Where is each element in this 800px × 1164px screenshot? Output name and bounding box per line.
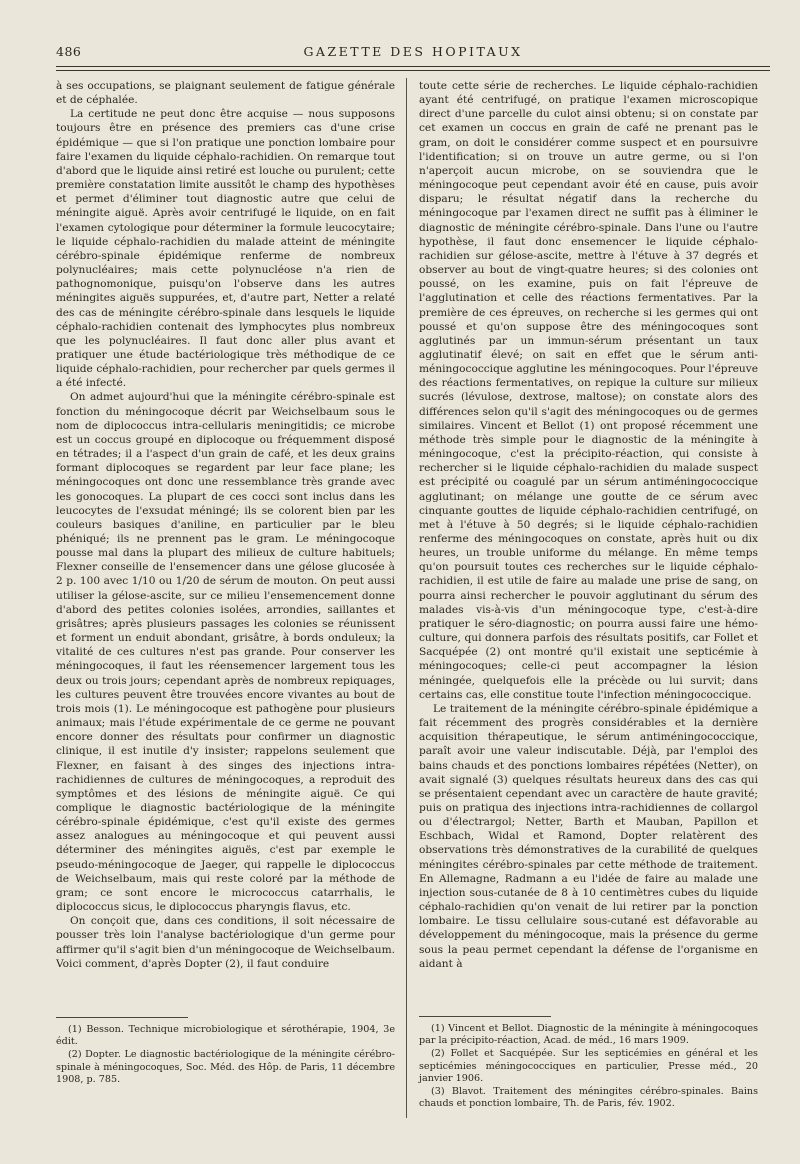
footnote: (1) Vincent et Bellot. Diagnostic de la méningite à méningocoques par la précipito-réaction, Acad. de méd., 16 mars 1909. xyxy=(419,1023,758,1047)
right-paragraph: toute cette série de recherches. Le liquide céphalo-rachidien ayant été centrifugé, on pratique l'examen microscopique direct d'une parcelle du culot ainsi obtenu; si on constate par cet examen un coccus en grain de café ne prenant pas le gram, on doit le considérer comme suspect et en poursuivre l'identification; si on trouve un autre germe, ou si l'on n'aperçoit aucun microbe, on se souviendra que le méningocoque peut cependant avoir été en cause, puis avoir disparu; le résultat négatif dans la recherche du méningocoque par l'examen direct ne suffit pas à éliminer le diagnostic de méningite cérébro-spinale. Dans l'une ou l'autre hypothèse, il faut donc ensemencer le liquide céphalo-rachidien sur gélose-ascite, mettre à l'étuve à 37 degrés et observer au bout de vingt-quatre heures; si des colonies ont poussé, on les examine, puis on fait l'épreuve de l'agglutination et celle des réactions fermentatives. Par la première de ces épreuves, on recherche si les germes qui ont poussé et qu'on suppose être des méningocoques sont agglutinés par un immun-sérum présentant un taux agglutinatif élevé; on sait en effet que le sérum anti-méningococcique agglutine les méningocoques. Pour l'épreuve des réactions fermentatives, on repique la culture sur milieux sucrés (lévulose, dextrose, maltose); on constate alors des différences selon qu'il s'agit des méningocoques ou de germes similaires. Vincent et Bellot (1) ont proposé récemment une méthode très simple pour le diagnostic de la méningite à méningocoque, c'est la précipito-réaction, qui consiste à rechercher si le liquide céphalo-rachidien du malade suspect est précipité ou coagulé par un sérum antiméningococcique agglutinant; on mélange une goutte de ce sérum avec cinquante gouttes de liquide céphalo-rachidien centrifugé, on met à l'étuve à 50 degrés; si le liquide céphalo-rachidien renferme des méningocoques on constate, après huit ou dix heures, un trouble uniforme du mélange. En même temps qu'on poursuit toutes ces recherches sur le liquide céphalo-rachidien, il est utile de faire au malade une prise de sang, on pourra ainsi rechercher le pouvoir agglutinant du sérum des malades vis-à-vis d'un méningocoque type, c'est-à-dire pratiquer le séro-diagnostic; on pourra aussi faire une hémo-culture, qui donnera parfois des résultats positifs, car Follet et Sacquépée (2) ont montré qu'il existait une septicémie à méningocoques; celle-ci peut accompagner la lésion méningée, quelquefois elle la précède ou lui survit; dans certains cas, elle constitue toute l'infection méningococcique. xyxy=(419,80,758,701)
footnote: (2) Dopter. Le diagnostic bactériologique de la méningite cérébro-spinale à méningocoques, Soc. Méd. des Hôp. de Paris, 11 décembre 1908, p. 785. xyxy=(56,1049,395,1085)
page-number: 486 xyxy=(56,44,82,59)
header-double-rule xyxy=(56,66,770,71)
left-paragraph: à ses occupations, se plaignant seulement de fatigue générale et de céphalée. xyxy=(56,80,395,107)
footnote: (3) Blavot. Traitement des méningites cérébro-spinales. Bains chauds et ponction lombaire, Th. de Paris, fév. 1902. xyxy=(419,1086,758,1110)
page-header xyxy=(56,44,770,66)
right-footnote-rule xyxy=(419,1016,551,1017)
left-footnotes xyxy=(56,1024,395,1087)
left-column xyxy=(56,79,395,971)
left-paragraph: On conçoit que, dans ces conditions, il soit nécessaire de pousser très loin l'analyse bactériologique d'un germe pour affirmer qu'il s'agit bien d'un méningocoque de Weichselbaum. Voici comment, d'après Dopter (2), il faut conduire xyxy=(56,915,395,970)
left-paragraph: La certitude ne peut donc être acquise — nous supposons toujours être en présence des premiers cas d'une crise épidémique — que si l'on pratique une ponction lombaire pour faire l'examen du liquide céphalo-rachidien. On remarque tout d'abord que le liquide ainsi retiré est louche ou purulent; cette première constatation limite aussitôt le champ des hypothèses et permet d'éliminer tout diagnostic autre que celui de méningite aiguë. Après avoir centrifugé le liquide, on en fait l'examen cytologique pour déterminer la formule leucocytaire; le liquide céphalo-rachidien du malade atteint de méningite cérébro-spinale épidémique renferme de nombreux polynucléaires; mais cette polynucléose n'a rien de pathognomonique, puisqu'on l'observe dans les autres méningites aiguës suppurées, et, d'autre part, Netter a relaté des cas de méningite cérébro-spinale dans lesquels le liquide céphalo-rachidien contenait des lymphocytes plus nombreux que les polynucléaires. Il faut donc aller plus avant et pratiquer une étude bactériologique très méthodique de ce liquide céphalo-rachidien, pour rechercher par quels germes il a été infecté. xyxy=(56,108,395,390)
right-paragraph: Le traitement de la méningite cérébro-spinale épidémique a fait récemment des progrès considérables et la dernière acquisition thérapeutique, le sérum antiméningococcique, paraît avoir une valeur indiscutable. Déjà, par l'emploi des bains chauds et des ponctions lombaires répétées (Netter), on avait signalé (3) quelques résultats heureux dans des cas qui se présentaient cependant avec un caractère de haute gravité; puis on pratiqua des injections intra-rachidiennes de collargol ou d'électrargol; Netter, Barth et Mauban, Papillon et Eschbach, Widal et Ramond, Dopter relatèrent des observations très démonstratives de la curabilité de quelques méningites cérébro-spinales par cette méthode de traitement. En Allemagne, Radmann a eu l'idée de faire au malade une injection sous-cutanée de 8 à 10 centimètres cubes du liquide céphalo-rachidien qu'on venait de lui retirer par la ponction lombaire. Le tissu cellulaire sous-cutané est défavorable au développement du méningocoque, mais la présence du germe sous la peau permet cependant la défense de l'organisme en aidant à xyxy=(419,702,758,970)
footnote: (2) Follet et Sacquépée. Sur les septicémies en général et les septicémies méningococciques en particulier, Presse méd., 20 janvier 1906. xyxy=(419,1048,758,1084)
right-footnotes xyxy=(419,1023,758,1111)
journal-title: GAZETTE DES HOPITAUX xyxy=(303,44,523,59)
column-divider xyxy=(406,78,407,1118)
right-column xyxy=(419,79,758,971)
left-footnote-rule xyxy=(56,1017,188,1018)
left-paragraph: On admet aujourd'hui que la méningite cérébro-spinale est fonction du méningocoque décrit par Weichselbaum sous le nom de diplococcus intra-cellularis meningitidis; ce microbe est un coccus groupé en diplocoque ou fréquemment disposé en tétrades; il a l'aspect d'un grain de café, et les deux grains formant diplocoques se regardent par leur face plane; les méningocoques ont donc une ressemblance très grande avec les gonocoques. La plupart de ces cocci sont inclus dans les leucocytes de l'exsudat méningé; ils se colorent bien par les couleurs basiques d'aniline, en particulier par le bleu phéniqué; ils ne prennent pas le gram. Le méningocoque pousse mal dans la plupart des milieux de culture habituels; Flexner conseille de l'ensemencer dans une gélose glucosée à 2 p. 100 avec 1/10 ou 1/20 de sérum de mouton. On peut aussi utiliser la gélose-ascite, sur ce milieu l'ensemencement donne d'abord des petites colonies isolées, arrondies, saillantes et grisâtres; après plusieurs passages les colonies se réunissent et forment un enduit abondant, grisâtre, à bords onduleux; la vitalité de ces cultures n'est pas grande. Pour conserver les méningocoques, il faut les réensemencer largement tous les deux ou trois jours; cependant après de nombreux repiquages, les cultures peuvent être trouvées encore vivantes au bout de trois mois (1). Le méningocoque est pathogène pour plusieurs animaux; mais l'étude expérimentale de ce germe ne pouvant encore donner des résultats pour confirmer un diagnostic clinique, il est inutile d'y insister; rappelons seulement que Flexner, en faisant à des singes des injections intra-rachidiennes de cultures de méningocoques, a reproduit des symptômes et des lésions de méningite aiguë. Ce qui complique le diagnostic bactériologique de la méningite cérébro-spinale épidémique, c'est qu'il existe des germes assez analogues au méningocoque et qui peuvent aussi déterminer des méningites aiguës, c'est par exemple le pseudo-méningocoque de Jaeger, qui rappelle le diplococcus de Weichselbaum, mais qui reste coloré par la méthode de gram; ce sont encore le micrococcus catarrhalis, le diplococcus sicus, le diplococcus pharyngis flavus, etc. xyxy=(56,391,395,914)
footnote: (1) Besson. Technique microbiologique et sérothérapie, 1904, 3e édit. xyxy=(56,1024,395,1048)
